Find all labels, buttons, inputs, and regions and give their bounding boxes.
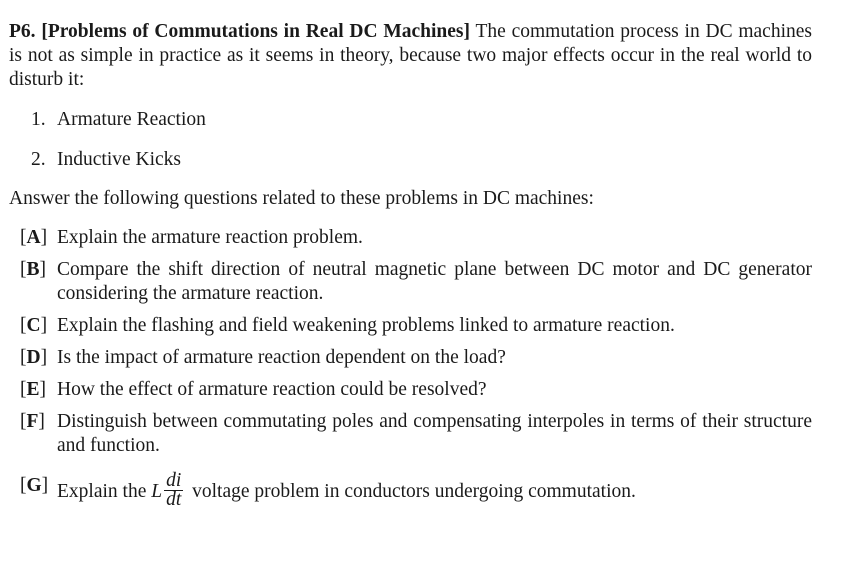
problem-id: P6. [9, 21, 36, 42]
fraction-denominator: dt [166, 489, 182, 510]
question-item [9, 314, 812, 338]
question-text: Is the impact of armature reaction dependent on the load? [57, 347, 506, 368]
problem-page [9, 20, 812, 511]
question-item [9, 378, 812, 402]
problem-title: [Problems of Commutations in Real DC Machines] [41, 21, 471, 42]
question-tag: [D] [20, 347, 48, 368]
list-item [9, 108, 812, 132]
question-text: Distinguish between commutating poles and compensating interpoles in terms of their structure and function. [57, 411, 812, 456]
math-inductance-symbol: L [151, 480, 163, 502]
question-tag: [F] [20, 411, 45, 432]
question-tag: [A] [20, 227, 48, 248]
list-item [9, 148, 812, 172]
problem-intro-text: The commutation process in DC machines is not as simple in practice as it seems in theory, because two major effects occur in the real world to disturb it: [9, 21, 813, 90]
question-text: Compare the shift direction of neutral magnetic plane between DC motor and DC generator considering the armature reaction. [57, 259, 812, 304]
question-tag: [E] [20, 379, 47, 400]
math-fraction [164, 472, 183, 509]
list-item-text: Inductive Kicks [57, 149, 182, 170]
question-tag: [G] [20, 475, 49, 496]
question-text: Explain the flashing and field weakening problems linked to armature reaction. [57, 315, 675, 336]
question-item [9, 258, 812, 306]
question-text: How the effect of armature reaction could be resolved? [57, 379, 487, 400]
questions-list [9, 226, 812, 511]
problem-intro [9, 20, 812, 92]
effects-list [9, 108, 812, 172]
list-item-number: 2. [31, 149, 46, 170]
list-item-number: 1. [31, 109, 46, 130]
fraction-numerator: di [166, 470, 182, 491]
list-item-text: Armature Reaction [57, 109, 206, 130]
question-item [9, 410, 812, 458]
question-item [9, 346, 812, 370]
question-tag: [B] [20, 259, 47, 280]
question-text: Explain the armature reaction problem. [57, 227, 363, 248]
question-item [9, 226, 812, 250]
question-item [9, 470, 812, 511]
question-tag: [C] [20, 315, 48, 336]
question-text-before: Explain the [57, 480, 147, 502]
answer-lead: Answer the following questions related to these problems in DC machines: [9, 188, 594, 209]
question-text-after: voltage problem in conductors undergoing commutation. [192, 480, 636, 502]
